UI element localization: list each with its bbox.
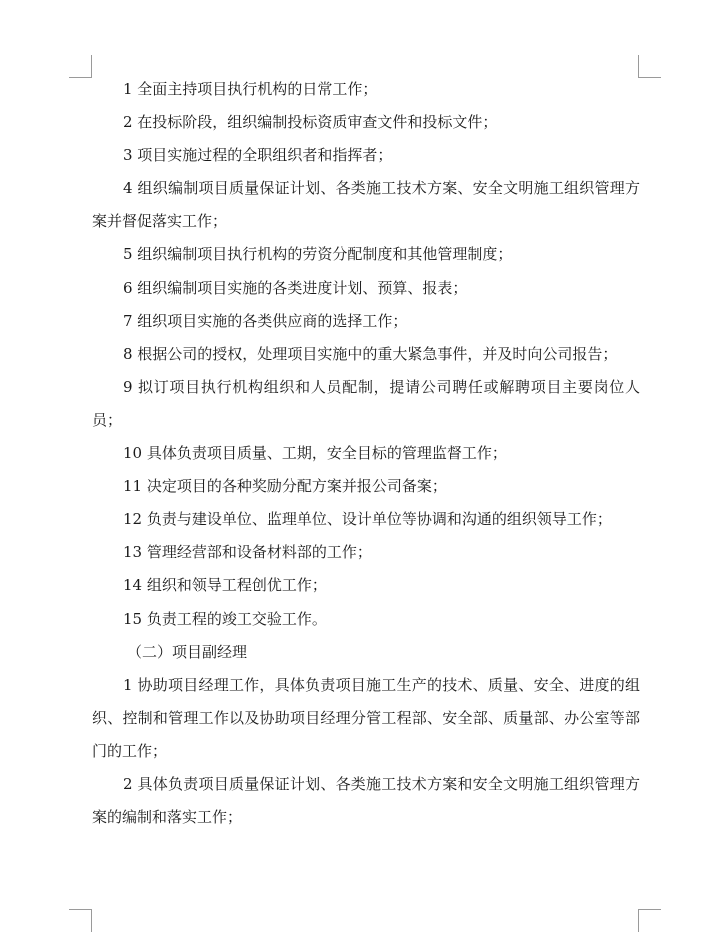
- list-item: 12 负责与建设单位、监理单位、设计单位等协调和沟通的组织领导工作；: [123, 510, 612, 529]
- list-item: 10 具体负责项目质量、工期，安全目标的管理监督工作；: [123, 444, 507, 463]
- list-item: 2 在投标阶段，组织编制投标资质审查文件和投标文件；: [123, 113, 498, 132]
- list-item: 11 决定项目的各种奖励分配方案并报公司备案；: [123, 477, 447, 496]
- list-item: 5 组织编制项目执行机构的劳资分配制度和其他管理制度；: [123, 245, 513, 264]
- document-body: [92, 73, 640, 834]
- margin-corner-bottom-right: [638, 909, 661, 932]
- list-item: 15 负责工程的竣工交验工作。: [123, 609, 327, 628]
- list-item: 14 组织和领导工程创优工作；: [123, 576, 327, 595]
- list-item: 3 项目实施过程的全职组织者和指挥者；: [123, 146, 393, 165]
- list-item: 13 管理经营部和设备材料部的工作；: [123, 543, 372, 562]
- margin-corner-top-left: [69, 55, 92, 78]
- list-item: 9 拟订项目执行机构组织和人员配制，提请公司聘任或解聘项目主要岗位人员；: [92, 377, 640, 429]
- margin-corner-top-right: [638, 55, 661, 78]
- deputy-list-item: 1 协助项目经理工作，具体负责项目施工生产的技术、质量、安全、进度的组织、控制和管理工作以及协助项目经理分管工程部、安全部、质量部、办公室等部门的工作；: [92, 675, 640, 760]
- list-item: 6 组织编制项目实施的各类进度计划、预算、报表；: [123, 278, 468, 297]
- list-item: 8 根据公司的授权，处理项目实施中的重大紧急事件，并及时向公司报告；: [123, 344, 618, 363]
- list-item: 4 组织编制项目质量保证计划、各类施工技术方案、安全文明施工组织管理方案并督促落实工作；: [92, 179, 640, 231]
- list-item: 7 组织项目实施的各类供应商的选择工作；: [123, 311, 408, 330]
- deputy-list-item: 2 具体负责项目质量保证计划、各类施工技术方案和安全文明施工组织管理方案的编制和落实工作；: [92, 774, 640, 827]
- margin-corner-bottom-left: [69, 909, 92, 932]
- list-item: 1 全面主持项目执行机构的日常工作；: [123, 80, 378, 98]
- section-heading: （二）项目副经理: [127, 642, 248, 661]
